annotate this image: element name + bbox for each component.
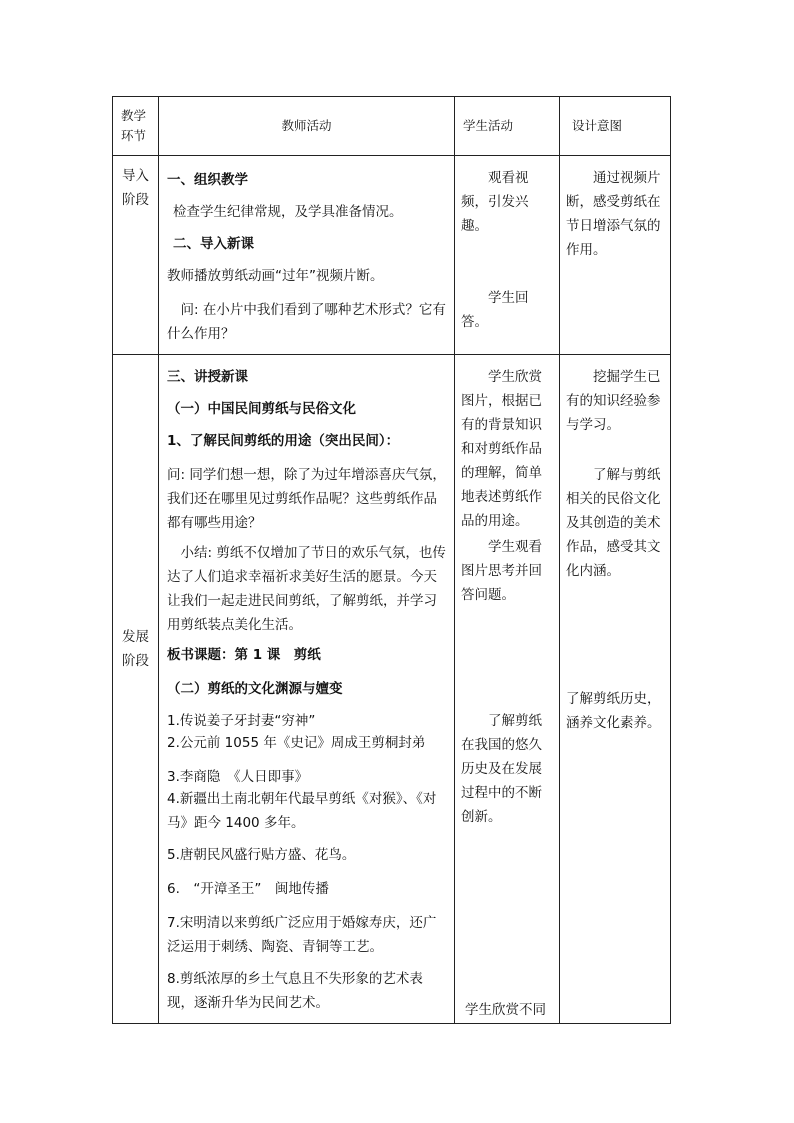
intro-teacher-line: 问: 在小片中我们看到了哪种艺术形式？它有什么作用？ [167,302,446,342]
develop-student-line: 了解剪纸在我国的悠久历史及在发展过程中的不断创新。 [461,713,542,825]
develop-teacher-line: 问: 同学们想一想，除了为过年增添喜庆气氛，我们还在哪里见过剪纸作品呢？这些剪纸作品都有哪些用途？ [167,467,446,531]
intro-teacher-line: 一、组织教学 [167,172,248,188]
develop-student-line: 学生观看图片思考并回答问题。 [461,539,542,603]
develop-teacher-line: 3.李商隐 《人日即事》 [167,769,309,785]
develop-teacher-line: 1、了解民间剪纸的用途（突出民间）： [167,433,400,449]
develop-teacher-line: 板书课题：第 1 课 剪纸 [167,647,321,663]
develop-student-line: 学生欣赏不同 [465,1002,546,1018]
develop-intent-line: 了解与剪纸相关的民俗文化及其创造的美术作品，感受其文化内涵。 [566,467,661,579]
intro-stage: 导入阶段 [122,168,149,208]
develop-intent-line: 挖掘学生已有的知识经验参与学习。 [566,369,661,433]
develop-teacher-line: 7.宋明清以来剪纸广泛应用于婚嫁寿庆，还广泛运用于刺绣、陶瓷、青铜等工艺。 [167,915,437,955]
develop-teacher-line: 4.新疆出土南北朝年代最早剪纸《对猴》、《对马》距今 1400 多年。 [167,791,437,831]
develop-teacher-line: 8.剪纸浓厚的乡土气息且不失形象的艺术表现，逐渐升华为民间艺术。 [167,971,423,1011]
header-student: 学生活动 [455,97,560,156]
intro-intent-line: 通过视频片断，感受剪纸在节日增添气氛的作用。 [566,170,661,258]
header-row [113,97,671,156]
intro-row [113,156,671,355]
develop-teacher-line: 1.传说姜子牙封妻“穷神” [167,713,316,729]
intro-student-line: 观看视频，引发兴趣。 [461,170,529,234]
develop-teacher-line: （二）剪纸的文化渊源与嬗变 [167,681,343,697]
develop-teacher-line: 2.公元前 1055 年《史记》周成王剪桐封弟 [167,735,426,751]
intro-student-line: 学生回答。 [461,290,529,330]
header-intent: 设计意图 [560,97,671,156]
develop-teacher-line: 6. “开漳圣王” 闽地传播 [167,881,329,897]
header-stage: 教学环节 [113,97,159,156]
develop-teacher-line: 小结: 剪纸不仅增加了节日的欢乐气氛，也传达了人们追求幸福祈求美好生活的愿景。今天让我们一起走进民间剪纸，了解剪纸，并学习用剪纸装点美化生活。 [167,545,446,633]
develop-teacher-line: （一）中国民间剪纸与民俗文化 [167,401,356,417]
lesson-plan-table [112,96,671,1024]
develop-stage: 发展阶段 [122,629,149,669]
develop-teacher-line: 5.唐朝民风盛行贴方盛、花鸟。 [167,847,356,863]
intro-teacher-line: 二、导入新课 [173,236,254,252]
develop-teacher-line: 三、讲授新课 [167,369,248,385]
develop-student-line: 学生欣赏图片，根据已有的背景知识和对剪纸作品的理解，简单地表述剪纸作品的用途。 [461,369,542,529]
intro-teacher-line: 教师播放剪纸动画“过年”视频片断。 [167,268,384,284]
develop-row [113,355,671,1024]
intro-teacher-line: 检查学生纪律常规，及学具准备情况。 [173,204,403,220]
header-teacher: 教师活动 [159,97,455,156]
develop-intent-line: 了解剪纸历史，涵养文化素养。 [566,691,661,731]
